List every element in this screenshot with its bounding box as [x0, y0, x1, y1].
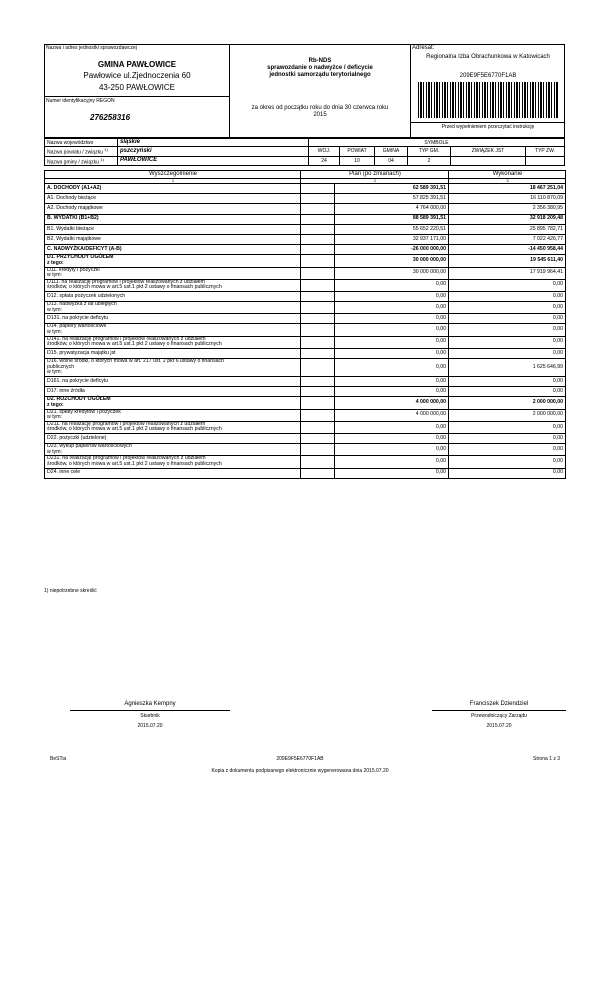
val-typ-gm: 2 — [408, 156, 451, 166]
gmina-name: PAWŁOWICE — [120, 157, 158, 164]
symbole-header: SYMBOLE — [424, 139, 449, 146]
woj-name: śląskie — [120, 139, 141, 145]
form-title-2: jednostki samorządu terytorialnego — [269, 72, 371, 78]
row-label — [45, 397, 301, 409]
row-label-line: D21. spłaty kredytów i pożyczek — [47, 408, 121, 415]
row-plan-value: 57 825 391,51 — [335, 194, 449, 204]
col-index: 3 — [449, 179, 566, 184]
row-exec-value: 0,00 — [449, 468, 566, 478]
row-plan-value: 0,00 — [335, 421, 449, 433]
table-row — [45, 468, 566, 478]
table-row — [45, 377, 566, 387]
row-label-line: D131. na pokrycie deficytu — [47, 315, 109, 322]
row-spacer — [301, 377, 335, 387]
table-row — [45, 302, 566, 314]
signer-left-role: Skarbnik — [140, 713, 160, 719]
table-row — [45, 336, 566, 348]
row-label — [45, 456, 301, 468]
table-row — [45, 456, 566, 468]
table-row — [45, 267, 566, 279]
row-label-line: D15. prywatyzacja majątku jst — [47, 349, 116, 356]
row-exec-value: 2 000 000,00 — [449, 397, 566, 409]
col-gmina: GMINA — [375, 147, 408, 157]
val-woj: 24 — [309, 156, 340, 166]
col-header-exec: Wykonanie — [449, 171, 566, 179]
col-typ-gm: TYP GM. — [408, 147, 451, 157]
row-label-line: D16. wolne środki, o których mowa w art. 217 ust. 2 pkt 6 ustawy o finansach — [47, 358, 225, 365]
form-title-1: sprawozdanie o nadwyżce / deficycie — [267, 65, 373, 71]
row-plan-value: 0,00 — [335, 468, 449, 478]
row-label-line: D22. pożyczki (udzielone) — [47, 434, 107, 441]
location-table — [44, 138, 565, 166]
col-index: 2 — [301, 179, 449, 184]
row-exec-value: 0,00 — [449, 421, 566, 433]
row-spacer — [301, 397, 335, 409]
row-plan-value: 0,00 — [335, 279, 449, 291]
row-spacer — [301, 184, 335, 194]
row-label-line: D161. na pokrycie deficytu — [47, 377, 109, 384]
row-exec-value: 0,00 — [449, 314, 566, 324]
row-plan-value: 0,00 — [335, 291, 449, 301]
period-line-2: 2015 — [313, 112, 327, 118]
period-line-1: za okres od początku roku do dnia 30 czerwca roku — [251, 105, 389, 111]
row-label — [45, 421, 301, 433]
row-spacer — [301, 255, 335, 267]
row-label — [45, 214, 301, 224]
row-exec-value: 0,00 — [449, 433, 566, 443]
row-plan-value: 4 000 000,00 — [335, 409, 449, 421]
row-plan-value: 30 000 000,00 — [335, 255, 449, 267]
row-label — [45, 279, 301, 291]
divider — [44, 96, 230, 97]
row-label-line: A1. Dochody bieżące — [47, 194, 97, 201]
row-exec-value: 0,00 — [449, 324, 566, 336]
row-exec-value: 16 110 870,09 — [449, 194, 566, 204]
row-exec-value: 2 356 380,95 — [449, 204, 566, 214]
row-label-line: D211. na realizację programów i projektów realizowanych z udziałem — [47, 420, 206, 427]
row-label-line: środków, o których mowa w art.5 ust.1 pkt 2 ustawy o finansach publicznych — [47, 460, 222, 467]
form-code: Rb-NDS — [308, 58, 332, 64]
row-label-line: środków, o których mowa w art.5 ust.1 pkt 2 ustawy o finansach publicznych — [47, 284, 222, 291]
regon: 276258316 — [90, 113, 131, 122]
signature-line — [70, 710, 230, 711]
footer-page: Strona 1 z 3 — [533, 756, 560, 762]
row-plan-value: 0,00 — [335, 302, 449, 314]
row-label-line: z tego: — [47, 259, 64, 266]
row-label-line: w tym: — [47, 414, 62, 421]
unit-name: GMINA PAWŁOWICE — [97, 60, 177, 69]
table-row — [45, 387, 566, 397]
label-adresat: Adresat: — [412, 45, 435, 51]
row-plan-value: -26 000 000,00 — [335, 245, 449, 255]
label-name-address: Nazwa i adres jednostki sprawozdawczej — [46, 45, 137, 51]
col-index: 1 — [45, 179, 301, 184]
row-exec-value: 0,00 — [449, 279, 566, 291]
footer-note: Kopia z dokumentu podpisanego elektronicznie wygenerowana dnia 2015.07.20 — [211, 768, 389, 774]
col-typ-zw: TYP ZW. — [526, 147, 565, 157]
row-label-line: D11. kredyty i pożyczki — [47, 266, 100, 273]
col-powiat: POWIAT — [340, 147, 375, 157]
row-plan-value: 0,00 — [335, 359, 449, 377]
row-exec-value: 18 467 251,04 — [449, 184, 566, 194]
row-label — [45, 377, 301, 387]
row-label — [45, 194, 301, 204]
row-label-line: C. NADWYŻKA/DEFICYT (A-B) — [47, 245, 122, 252]
signer-left-date: 2015.07.20 — [137, 723, 163, 729]
row-spacer — [301, 194, 335, 204]
row-exec-value: 0,00 — [449, 444, 566, 456]
table-row — [45, 397, 566, 409]
row-label — [45, 267, 301, 279]
row-label-line: w tym: — [47, 306, 62, 313]
row-label — [45, 468, 301, 478]
table-row — [45, 314, 566, 324]
document-code: 209E9F5E6770F1AB — [459, 73, 517, 79]
table-row — [45, 291, 566, 301]
col-zwiazek: ZWIĄZEK JST — [451, 147, 526, 157]
row-label — [45, 224, 301, 234]
row-spacer — [301, 279, 335, 291]
row-spacer — [301, 204, 335, 214]
row-label-line: B2. Wydatki majątkowe — [47, 235, 101, 242]
row-label-line: środków, o których mowa w art.5 ust.1 pkt 2 ustawy o finansach publicznych — [47, 426, 222, 433]
row-spacer — [301, 468, 335, 478]
row-label — [45, 204, 301, 214]
label-gmina: Nazwa gminy / związku — [47, 159, 99, 166]
row-label — [45, 324, 301, 336]
val-powiat: 10 — [340, 156, 375, 166]
row-label-line: B1. Wydatki bieżące — [47, 225, 94, 232]
row-plan-value: 0,00 — [335, 377, 449, 387]
table-row — [45, 359, 566, 377]
row-spacer — [301, 409, 335, 421]
row-plan-value: 0,00 — [335, 387, 449, 397]
signer-right-name: Franciszek Dziendziel — [469, 701, 529, 707]
row-plan-value: 55 652 220,51 — [335, 224, 449, 234]
row-exec-value: 7 022 426,77 — [449, 234, 566, 244]
row-label — [45, 444, 301, 456]
row-exec-value: 25 895 782,71 — [449, 224, 566, 234]
row-label-line: w tym: — [47, 369, 62, 376]
table-row — [45, 204, 566, 214]
row-exec-value: 0,00 — [449, 456, 566, 468]
row-spacer — [301, 336, 335, 348]
val-typ-zw — [526, 156, 565, 166]
row-label-line: D24. inne cele — [47, 469, 81, 476]
table-row — [45, 279, 566, 291]
row-plan-value: 0,00 — [335, 314, 449, 324]
table-row — [45, 214, 566, 224]
val-zwiazek — [451, 156, 526, 166]
barcode-icon — [418, 82, 559, 118]
row-label — [45, 348, 301, 358]
row-exec-value: -14 450 958,44 — [449, 245, 566, 255]
row-plan-value: 4 764 000,00 — [335, 204, 449, 214]
row-label-line: D14. papiery wartościowe — [47, 323, 107, 330]
row-label — [45, 336, 301, 348]
adresat: Regionalna Izba Obrachunkowa w Katowicach — [426, 54, 550, 60]
row-label-line: D141. na realizację programów i projektów realizowanych z udziałem — [47, 335, 206, 342]
label-regon: Numer identyfikacyjny REGON — [46, 98, 115, 104]
row-label-line: D23. wykup papierów wartościowych — [47, 443, 132, 450]
row-label — [45, 255, 301, 267]
footer-software: BeSTia — [50, 756, 67, 762]
table-row — [45, 409, 566, 421]
row-plan-value: 88 589 391,51 — [335, 214, 449, 224]
row-label-line: D1. PRZYCHODY OGÓŁEM — [47, 254, 114, 261]
row-label-line: D231. na realizację programów i projektów realizowanych z udziałem — [47, 455, 206, 462]
table-row — [45, 194, 566, 204]
row-exec-value: 19 545 611,40 — [449, 255, 566, 267]
table-row — [45, 444, 566, 456]
row-exec-value: 0,00 — [449, 377, 566, 387]
row-spacer — [301, 267, 335, 279]
col-woj: WOJ. — [309, 147, 340, 157]
unit-address-1: Pawłowice ul.Zjednoczenia 60 — [83, 71, 191, 80]
row-spacer — [301, 314, 335, 324]
row-spacer — [301, 302, 335, 314]
main-table — [44, 170, 566, 479]
footnote: 1) niepotrzebne skreślić — [44, 588, 97, 594]
row-label — [45, 184, 301, 194]
row-label — [45, 291, 301, 301]
row-label — [45, 359, 301, 377]
row-exec-value: 0,00 — [449, 336, 566, 348]
row-exec-value: 0,00 — [449, 348, 566, 358]
row-label — [45, 234, 301, 244]
table-row — [45, 245, 566, 255]
row-exec-value: 2 000 000,00 — [449, 409, 566, 421]
divider — [410, 122, 565, 123]
row-label — [45, 409, 301, 421]
row-spacer — [301, 245, 335, 255]
table-row — [45, 421, 566, 433]
row-label-line: środków, o których mowa w art.5 ust.1 pkt 2 ustawy o finansach publicznych — [47, 341, 222, 348]
signer-right-role: Przewodniczący Zarządu — [471, 713, 527, 719]
row-plan-value: 4 000 000,00 — [335, 397, 449, 409]
footnote-mark: 1) — [104, 147, 108, 152]
row-spacer — [301, 387, 335, 397]
table-row — [45, 433, 566, 443]
row-label-line: A2. Dochody majątkowe — [47, 205, 103, 212]
signer-right-date: 2015.07.20 — [486, 723, 512, 729]
footer-code: 209E9F5E6770F1AB — [276, 756, 324, 762]
row-label-line: D17. inne źródła — [47, 387, 85, 394]
row-label-line: publicznych — [47, 363, 75, 370]
row-exec-value: 32 918 209,48 — [449, 214, 566, 224]
fill-note: Przed wypełnieniem przeczytać instrukcję — [441, 124, 535, 130]
row-plan-value: 0,00 — [335, 444, 449, 456]
row-plan-value: 30 000 000,00 — [335, 267, 449, 279]
row-exec-value: 0,00 — [449, 302, 566, 314]
unit-address-2: 43-250 PAWŁOWICE — [98, 83, 176, 92]
powiat-name: pszczyński — [120, 147, 152, 154]
row-plan-value: 0,00 — [335, 348, 449, 358]
row-spacer — [301, 444, 335, 456]
row-exec-value: 0,00 — [449, 387, 566, 397]
row-spacer — [301, 224, 335, 234]
table-row — [45, 348, 566, 358]
row-plan-value: 0,00 — [335, 324, 449, 336]
row-label-line: B. WYDATKI (B1+B2) — [47, 215, 99, 222]
row-spacer — [301, 456, 335, 468]
table-row — [45, 184, 566, 194]
val-gmina: 04 — [375, 156, 408, 166]
table-row — [45, 255, 566, 267]
row-label — [45, 314, 301, 324]
table-row — [45, 224, 566, 234]
label-powiat: Nazwa powiatu / związku — [47, 149, 103, 156]
row-spacer — [301, 433, 335, 443]
col-header-plan: Plan (po zmianach) — [301, 171, 449, 179]
footnote-mark: 1) — [100, 156, 104, 162]
row-exec-value: 1 625 646,99 — [449, 359, 566, 377]
row-label-line: w tym: — [47, 329, 62, 336]
col-header-desc: Wyszczególnienie — [45, 171, 301, 179]
row-plan-value: 62 589 391,51 — [335, 184, 449, 194]
row-label — [45, 433, 301, 443]
row-label-line: w tym: — [47, 448, 62, 455]
row-label-line: A. DOCHODY (A1+A2) — [47, 184, 102, 191]
table-row — [45, 234, 566, 244]
row-plan-value: 32 937 171,00 — [335, 234, 449, 244]
signature-line — [432, 710, 566, 711]
label-woj: Nazwa województwo — [47, 139, 94, 146]
row-spacer — [301, 234, 335, 244]
row-plan-value: 0,00 — [335, 456, 449, 468]
row-label — [45, 302, 301, 314]
row-spacer — [301, 291, 335, 301]
row-label-line: z tego: — [47, 401, 64, 408]
row-exec-value: 17 919 964,41 — [449, 267, 566, 279]
table-row — [45, 324, 566, 336]
row-spacer — [301, 214, 335, 224]
row-label-line: w tym: — [47, 272, 62, 279]
row-exec-value: 0,00 — [449, 291, 566, 301]
row-label-line: D111. na realizację programów i projektów realizowanych z udziałem — [47, 278, 205, 285]
row-spacer — [301, 324, 335, 336]
row-plan-value: 0,00 — [335, 433, 449, 443]
row-label-line: D13. nadwyżka z lat ubiegłych — [47, 301, 117, 308]
row-label-line: D2. ROZCHODY OGÓŁEM — [47, 396, 111, 403]
row-spacer — [301, 348, 335, 358]
signer-left-name: Agnieszka Kempny — [124, 701, 176, 707]
row-spacer — [301, 421, 335, 433]
row-label-line: D12. spłata pożyczek udzielonych — [47, 292, 126, 299]
row-plan-value: 0,00 — [335, 336, 449, 348]
row-spacer — [301, 359, 335, 377]
